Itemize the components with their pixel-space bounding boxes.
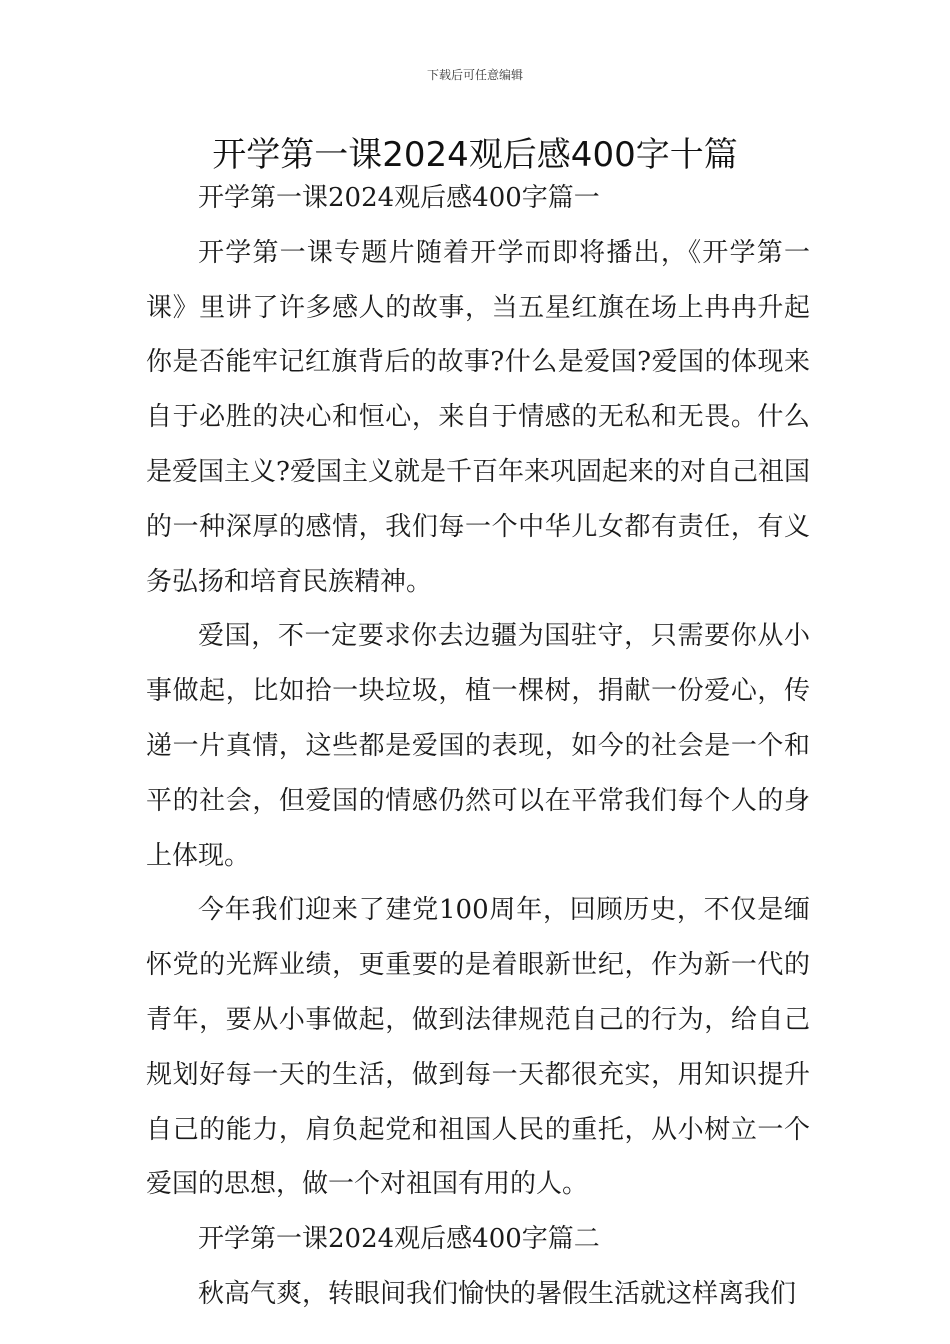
paragraph-4: 秋高气爽，转眼间我们愉快的暑假生活就这样离我们 xyxy=(198,1278,797,1309)
paragraph-1: 开学第一课专题片随着开学而即将播出，《开学第一课》里讲了许多感人的故事，当五星红旗在场上冉冉升起你是否能牢记红旗背后的故事?什么是爱国?爱国的体现来自于必胜的决心和恒心，来自于情感的无私和无畏。什么是爱国主义?爱国主义就是千百年来巩固起来的对自己祖国的一种深厚的感情，我们每一个中华儿女都有责任，有义务弘扬和培育民族精神。 xyxy=(146,237,810,597)
paragraph-3: 今年我们迎来了建党100周年，回顾历史，不仅是缅怀党的光辉业绩，更重要的是着眼新世纪，作为新一代的青年，要从小事做起，做到法律规范自己的行为，给自己规划好每一天的生活，做到每一天都很充实，用知识提升自己的能力，肩负起党和祖国人民的重托，从小树立一个爱国的思想，做一个对祖国有用的人。 xyxy=(146,895,810,1200)
document-body xyxy=(146,171,810,1322)
header-note: 下载后可任意编辑 xyxy=(426,68,523,82)
document-title: 开学第一课2024观后感400字十篇 xyxy=(212,135,738,175)
section-heading-2: 开学第一课2024观后感400字篇二 xyxy=(198,1224,600,1255)
paragraph-2: 爱国，不一定要求你去边疆为国驻守，只需要你从小事做起，比如拾一块垃圾，植一棵树，捐献一份爱心，传递一片真情，这些都是爱国的表现，如今的社会是一个和平的社会，但爱国的情感仍然可以在平常我们每个人的身上体现。 xyxy=(146,621,810,871)
section-heading-1: 开学第一课2024观后感400字篇一 xyxy=(198,183,600,213)
